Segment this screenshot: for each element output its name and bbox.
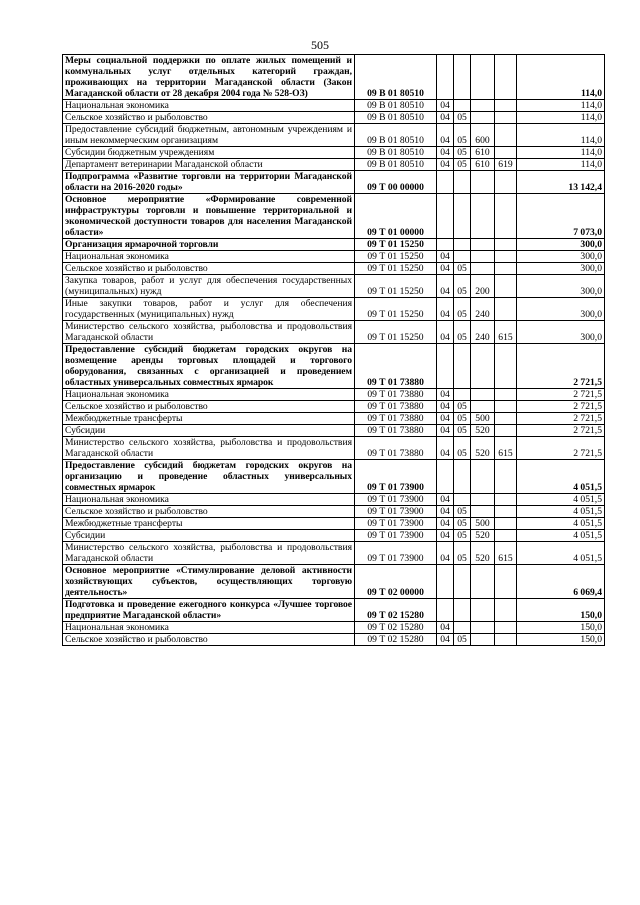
row-admin-code-cell	[495, 389, 517, 401]
row-section-cell: 04	[437, 542, 454, 565]
table-row	[63, 251, 605, 263]
row-section-cell	[437, 194, 454, 239]
table-row	[63, 634, 605, 646]
row-admin-code-cell	[495, 171, 517, 194]
row-admin-code-cell	[495, 518, 517, 530]
table-row	[63, 171, 605, 194]
row-amount-cell: 114,0	[517, 55, 605, 100]
row-subsection-cell: 05	[454, 124, 471, 147]
table-row	[63, 124, 605, 147]
row-code-cell: 09 В 01 80510	[355, 55, 437, 100]
row-subsection-cell: 05	[454, 321, 471, 344]
row-admin-code-cell	[495, 599, 517, 622]
row-expense-type-cell	[471, 460, 495, 494]
row-expense-type-cell	[471, 634, 495, 646]
row-expense-type-cell	[471, 599, 495, 622]
row-code-cell: 09 Т 01 73900	[355, 542, 437, 565]
row-code-cell: 09 Т 01 73880	[355, 389, 437, 401]
row-expense-type-cell: 600	[471, 124, 495, 147]
row-section-cell: 04	[437, 634, 454, 646]
row-section-cell: 04	[437, 100, 454, 112]
table-row	[63, 321, 605, 344]
row-name-cell: Предоставление субсидий бюджетам городских округов на возмещение аренды торговых площадей и торгового оборудования, связанных с организацией и проведением областных универсальных совместных ярмарок	[63, 344, 355, 389]
table-row	[63, 437, 605, 460]
row-section-cell: 04	[437, 622, 454, 634]
row-admin-code-cell	[495, 401, 517, 413]
row-expense-type-cell: 520	[471, 530, 495, 542]
row-name-cell: Сельское хозяйство и рыболовство	[63, 506, 355, 518]
row-subsection-cell: 05	[454, 263, 471, 275]
row-section-cell: 04	[437, 275, 454, 298]
table-row	[63, 389, 605, 401]
row-amount-cell: 4 051,5	[517, 518, 605, 530]
row-amount-cell: 114,0	[517, 112, 605, 124]
row-section-cell: 04	[437, 159, 454, 171]
row-amount-cell: 2 721,5	[517, 413, 605, 425]
row-amount-cell: 114,0	[517, 147, 605, 159]
row-admin-code-cell	[495, 55, 517, 100]
row-expense-type-cell: 240	[471, 298, 495, 321]
row-subsection-cell	[454, 239, 471, 251]
row-admin-code-cell	[495, 530, 517, 542]
row-section-cell	[437, 55, 454, 100]
row-subsection-cell: 05	[454, 542, 471, 565]
row-amount-cell: 300,0	[517, 239, 605, 251]
row-code-cell: 09 Т 02 15280	[355, 599, 437, 622]
row-amount-cell: 7 073,0	[517, 194, 605, 239]
row-subsection-cell	[454, 55, 471, 100]
row-admin-code-cell: 615	[495, 321, 517, 344]
row-expense-type-cell	[471, 622, 495, 634]
row-code-cell: 09 Т 01 73880	[355, 344, 437, 389]
row-code-cell: 09 Т 01 00000	[355, 194, 437, 239]
table-row	[63, 530, 605, 542]
row-admin-code-cell	[495, 251, 517, 263]
row-admin-code-cell	[495, 194, 517, 239]
row-amount-cell: 114,0	[517, 124, 605, 147]
row-code-cell: 09 Т 01 15250	[355, 275, 437, 298]
row-subsection-cell: 05	[454, 518, 471, 530]
table-row	[63, 147, 605, 159]
row-code-cell: 09 Т 01 73880	[355, 437, 437, 460]
row-expense-type-cell: 610	[471, 159, 495, 171]
row-section-cell: 04	[437, 389, 454, 401]
row-code-cell: 09 Т 01 73900	[355, 530, 437, 542]
table-row	[63, 401, 605, 413]
row-admin-code-cell	[495, 263, 517, 275]
row-expense-type-cell: 500	[471, 518, 495, 530]
row-amount-cell: 4 051,5	[517, 542, 605, 565]
row-name-cell: Основное мероприятие «Формирование современной инфраструктуры торговли и повышение территориальной и экономической доступности товаров для населения Магаданской области»	[63, 194, 355, 239]
row-code-cell: 09 Т 02 00000	[355, 565, 437, 599]
row-code-cell: 09 Т 01 15250	[355, 251, 437, 263]
row-expense-type-cell: 520	[471, 542, 495, 565]
row-name-cell: Межбюджетные трансферты	[63, 518, 355, 530]
row-admin-code-cell: 615	[495, 542, 517, 565]
table-row	[63, 194, 605, 239]
row-subsection-cell	[454, 389, 471, 401]
row-subsection-cell	[454, 494, 471, 506]
row-expense-type-cell	[471, 171, 495, 194]
row-section-cell: 04	[437, 147, 454, 159]
row-section-cell: 04	[437, 530, 454, 542]
table-row	[63, 425, 605, 437]
row-name-cell: Меры социальной поддержки по оплате жилых помещений и коммунальных услуг отдельных категорий граждан, проживающих на территории Магаданской области (Закон Магаданской области от 28 декабря 2004 года № 528-ОЗ)	[63, 55, 355, 100]
row-admin-code-cell	[495, 622, 517, 634]
row-code-cell: 09 В 01 80510	[355, 124, 437, 147]
row-admin-code-cell: 619	[495, 159, 517, 171]
budget-table-body	[63, 55, 605, 646]
row-expense-type-cell: 200	[471, 275, 495, 298]
row-amount-cell: 150,0	[517, 622, 605, 634]
table-row	[63, 413, 605, 425]
table-row	[63, 460, 605, 494]
row-code-cell: 09 Т 00 00000	[355, 171, 437, 194]
table-row	[63, 622, 605, 634]
row-amount-cell: 2 721,5	[517, 425, 605, 437]
row-admin-code-cell	[495, 100, 517, 112]
row-admin-code-cell	[495, 112, 517, 124]
row-subsection-cell	[454, 599, 471, 622]
row-amount-cell: 300,0	[517, 251, 605, 263]
row-name-cell: Сельское хозяйство и рыболовство	[63, 634, 355, 646]
row-section-cell: 04	[437, 263, 454, 275]
row-expense-type-cell: 520	[471, 425, 495, 437]
row-expense-type-cell: 610	[471, 147, 495, 159]
table-row	[63, 100, 605, 112]
row-amount-cell: 300,0	[517, 275, 605, 298]
row-expense-type-cell	[471, 55, 495, 100]
row-amount-cell: 300,0	[517, 298, 605, 321]
row-amount-cell: 150,0	[517, 634, 605, 646]
table-row	[63, 599, 605, 622]
row-subsection-cell: 05	[454, 506, 471, 518]
row-name-cell: Субсидии	[63, 530, 355, 542]
row-admin-code-cell: 615	[495, 437, 517, 460]
row-expense-type-cell	[471, 506, 495, 518]
row-amount-cell: 2 721,5	[517, 401, 605, 413]
row-name-cell: Предоставление субсидий бюджетам городских округов на организацию и проведение областных универсальных совместных ярмарок	[63, 460, 355, 494]
row-section-cell	[437, 239, 454, 251]
row-section-cell: 04	[437, 321, 454, 344]
row-subsection-cell: 05	[454, 112, 471, 124]
row-section-cell	[437, 565, 454, 599]
row-subsection-cell: 05	[454, 298, 471, 321]
row-expense-type-cell	[471, 100, 495, 112]
row-expense-type-cell	[471, 389, 495, 401]
row-name-cell: Предоставление субсидий бюджетным, автономным учреждениям и иным некоммерческим организациям	[63, 124, 355, 147]
row-subsection-cell: 05	[454, 634, 471, 646]
row-section-cell	[437, 599, 454, 622]
row-section-cell: 04	[437, 413, 454, 425]
row-admin-code-cell	[495, 275, 517, 298]
row-section-cell: 04	[437, 298, 454, 321]
row-name-cell: Национальная экономика	[63, 494, 355, 506]
row-name-cell: Закупка товаров, работ и услуг для обеспечения государственных (муниципальных) нужд	[63, 275, 355, 298]
row-name-cell: Сельское хозяйство и рыболовство	[63, 112, 355, 124]
table-row	[63, 344, 605, 389]
row-name-cell: Национальная экономика	[63, 622, 355, 634]
row-admin-code-cell	[495, 344, 517, 389]
row-name-cell: Министерство сельского хозяйства, рыболовства и продовольствия Магаданской области	[63, 321, 355, 344]
row-amount-cell: 2 721,5	[517, 437, 605, 460]
row-expense-type-cell	[471, 194, 495, 239]
row-name-cell: Основное мероприятие «Стимулирование деловой активности хозяйствующих субъектов, осуществляющих торговую деятельность»	[63, 565, 355, 599]
table-row	[63, 112, 605, 124]
row-amount-cell: 2 721,5	[517, 344, 605, 389]
row-name-cell: Иные закупки товаров, работ и услуг для обеспечения государственных (муниципальных) нужд	[63, 298, 355, 321]
row-subsection-cell	[454, 344, 471, 389]
row-code-cell: 09 В 01 80510	[355, 100, 437, 112]
row-amount-cell: 6 069,4	[517, 565, 605, 599]
row-admin-code-cell	[495, 239, 517, 251]
row-name-cell: Министерство сельского хозяйства, рыболовства и продовольствия Магаданской области	[63, 437, 355, 460]
row-admin-code-cell	[495, 124, 517, 147]
row-code-cell: 09 Т 01 73900	[355, 494, 437, 506]
row-code-cell: 09 Т 01 73880	[355, 413, 437, 425]
row-subsection-cell	[454, 460, 471, 494]
row-name-cell: Подготовка и проведение ежегодного конкурса «Лучшее торговое предприятие Магаданской области»	[63, 599, 355, 622]
table-row	[63, 542, 605, 565]
row-code-cell: 09 Т 02 15280	[355, 622, 437, 634]
row-code-cell: 09 Т 01 73900	[355, 460, 437, 494]
row-admin-code-cell	[495, 565, 517, 599]
row-expense-type-cell: 520	[471, 437, 495, 460]
row-subsection-cell: 05	[454, 425, 471, 437]
row-subsection-cell: 05	[454, 437, 471, 460]
row-code-cell: 09 Т 01 15250	[355, 321, 437, 344]
row-subsection-cell	[454, 194, 471, 239]
row-section-cell: 04	[437, 518, 454, 530]
row-expense-type-cell	[471, 263, 495, 275]
row-name-cell: Министерство сельского хозяйства, рыболовства и продовольствия Магаданской области	[63, 542, 355, 565]
table-row	[63, 518, 605, 530]
row-code-cell: 09 Т 01 73880	[355, 425, 437, 437]
row-code-cell: 09 Т 01 15250	[355, 239, 437, 251]
row-code-cell: 09 В 01 80510	[355, 159, 437, 171]
row-amount-cell: 300,0	[517, 321, 605, 344]
table-row	[63, 298, 605, 321]
table-row	[63, 159, 605, 171]
row-name-cell: Подпрограмма «Развитие торговли на территории Магаданской области на 2016-2020 годы»	[63, 171, 355, 194]
row-section-cell: 04	[437, 437, 454, 460]
row-subsection-cell	[454, 251, 471, 263]
table-row	[63, 506, 605, 518]
row-section-cell: 04	[437, 124, 454, 147]
row-subsection-cell	[454, 565, 471, 599]
row-subsection-cell: 05	[454, 401, 471, 413]
row-code-cell: 09 В 01 80510	[355, 147, 437, 159]
row-section-cell: 04	[437, 494, 454, 506]
row-name-cell: Национальная экономика	[63, 251, 355, 263]
row-code-cell: 09 Т 01 73900	[355, 506, 437, 518]
page-number: 505	[311, 38, 329, 52]
row-subsection-cell	[454, 171, 471, 194]
row-admin-code-cell	[495, 506, 517, 518]
row-admin-code-cell	[495, 425, 517, 437]
row-code-cell: 09 В 01 80510	[355, 112, 437, 124]
table-row	[63, 494, 605, 506]
row-amount-cell: 4 051,5	[517, 494, 605, 506]
row-admin-code-cell	[495, 147, 517, 159]
row-name-cell: Организация ярмарочной торговли	[63, 239, 355, 251]
row-amount-cell: 4 051,5	[517, 506, 605, 518]
row-expense-type-cell	[471, 112, 495, 124]
row-name-cell: Субсидии бюджетным учреждениям	[63, 147, 355, 159]
row-code-cell: 09 Т 02 15280	[355, 634, 437, 646]
row-section-cell: 04	[437, 506, 454, 518]
row-name-cell: Национальная экономика	[63, 100, 355, 112]
row-subsection-cell: 05	[454, 275, 471, 298]
row-expense-type-cell	[471, 401, 495, 413]
row-amount-cell: 2 721,5	[517, 389, 605, 401]
row-subsection-cell: 05	[454, 413, 471, 425]
row-section-cell: 04	[437, 425, 454, 437]
row-code-cell: 09 Т 01 73880	[355, 401, 437, 413]
row-amount-cell: 114,0	[517, 100, 605, 112]
row-expense-type-cell	[471, 494, 495, 506]
row-name-cell: Национальная экономика	[63, 389, 355, 401]
row-name-cell: Межбюджетные трансферты	[63, 413, 355, 425]
table-row	[63, 565, 605, 599]
row-expense-type-cell	[471, 565, 495, 599]
row-amount-cell: 4 051,5	[517, 460, 605, 494]
row-admin-code-cell	[495, 460, 517, 494]
table-row	[63, 55, 605, 100]
row-amount-cell: 150,0	[517, 599, 605, 622]
row-subsection-cell	[454, 622, 471, 634]
row-admin-code-cell	[495, 413, 517, 425]
row-subsection-cell: 05	[454, 530, 471, 542]
row-expense-type-cell	[471, 251, 495, 263]
row-expense-type-cell	[471, 239, 495, 251]
row-expense-type-cell: 240	[471, 321, 495, 344]
table-row	[63, 263, 605, 275]
table-row	[63, 275, 605, 298]
row-admin-code-cell	[495, 298, 517, 321]
row-name-cell: Департамент ветеринарии Магаданской области	[63, 159, 355, 171]
row-section-cell: 04	[437, 401, 454, 413]
row-section-cell: 04	[437, 251, 454, 263]
row-subsection-cell: 05	[454, 147, 471, 159]
row-name-cell: Сельское хозяйство и рыболовство	[63, 263, 355, 275]
row-admin-code-cell	[495, 494, 517, 506]
row-code-cell: 09 Т 01 15250	[355, 298, 437, 321]
row-amount-cell: 300,0	[517, 263, 605, 275]
row-code-cell: 09 Т 01 73900	[355, 518, 437, 530]
row-name-cell: Субсидии	[63, 425, 355, 437]
row-section-cell	[437, 171, 454, 194]
row-section-cell	[437, 460, 454, 494]
row-subsection-cell: 05	[454, 159, 471, 171]
row-expense-type-cell	[471, 344, 495, 389]
row-amount-cell: 13 142,4	[517, 171, 605, 194]
row-name-cell: Сельское хозяйство и рыболовство	[63, 401, 355, 413]
row-amount-cell: 4 051,5	[517, 530, 605, 542]
row-section-cell: 04	[437, 112, 454, 124]
row-expense-type-cell: 500	[471, 413, 495, 425]
row-admin-code-cell	[495, 634, 517, 646]
row-amount-cell: 114,0	[517, 159, 605, 171]
row-section-cell	[437, 344, 454, 389]
row-code-cell: 09 Т 01 15250	[355, 263, 437, 275]
table-row	[63, 239, 605, 251]
row-subsection-cell	[454, 100, 471, 112]
budget-table	[62, 54, 605, 646]
